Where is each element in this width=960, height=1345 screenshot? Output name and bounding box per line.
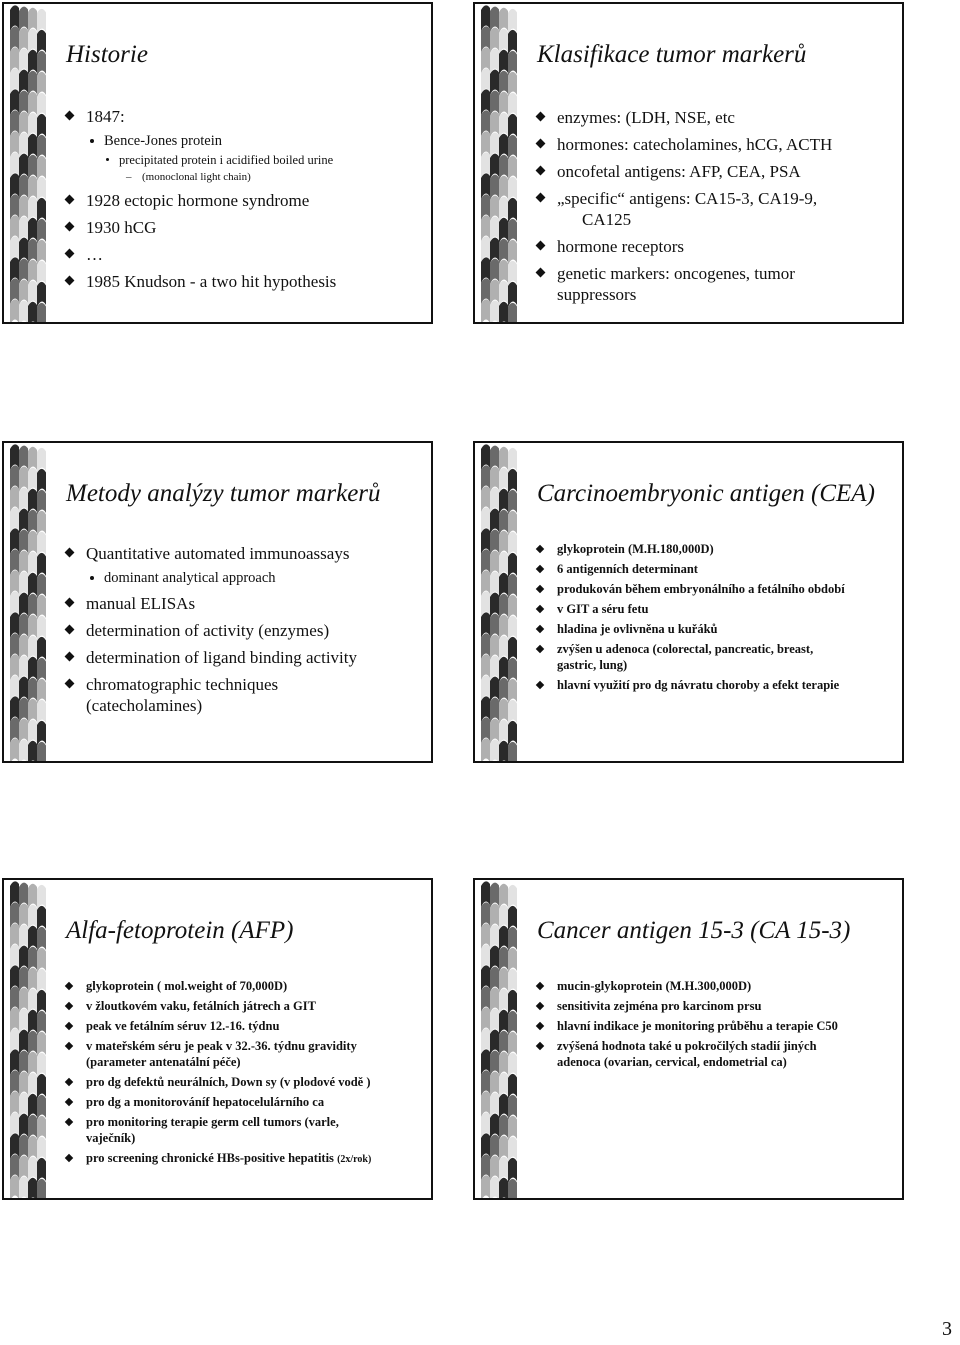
- list-item: 1847:: [66, 106, 417, 127]
- fan-segment: [490, 740, 499, 761]
- diamond-bullet-icon: [536, 1022, 544, 1030]
- diamond-bullet-icon: [536, 545, 544, 553]
- list-item: v mateřském séru je peak v 32.-36. týdnu gravidity (parameter antenatální péče): [66, 1038, 417, 1070]
- list-item: – (monoclonal light chain): [126, 171, 251, 183]
- list-item: mucin-glykoprotein (M.H.300,000D): [537, 978, 888, 994]
- fan-segment: [37, 742, 46, 761]
- slide-cea: [473, 441, 904, 763]
- fan-segment: [28, 302, 37, 322]
- fan-segment: [508, 1179, 517, 1198]
- diamond-bullet-icon: [65, 195, 75, 205]
- diamond-bullet-icon: [536, 605, 544, 613]
- list-item: precipitated protein i acidified boiled urine: [66, 152, 417, 168]
- diamond-bullet-icon: [536, 681, 544, 689]
- list-item: 1928 ectopic hormone syndrome: [66, 190, 417, 211]
- diamond-bullet-icon: [65, 222, 75, 232]
- list-item: enzymes: (LDH, NSE, etc: [537, 107, 888, 128]
- diamond-bullet-icon: [65, 1002, 73, 1010]
- diamond-bullet-icon: [536, 585, 544, 593]
- list-item: 1930 hCG: [66, 217, 417, 238]
- diamond-bullet-icon: [65, 276, 75, 286]
- dot-bullet-icon: [106, 158, 109, 161]
- diamond-bullet-icon: [536, 1042, 544, 1050]
- diamond-bullet-icon: [65, 111, 75, 121]
- list-item: hormone receptors: [537, 236, 888, 257]
- slide-title: Carcinoembryonic antigen (CEA): [537, 480, 875, 507]
- list-item: zvýšená hodnota také u pokročilých stadií jiných adenoca (ovarian, cervical, endometrial ca): [537, 1038, 888, 1070]
- diamond-bullet-icon: [65, 1154, 73, 1162]
- diamond-bullet-icon: [65, 1022, 73, 1030]
- page-number: 3: [942, 1318, 952, 1340]
- slide-metody: [2, 441, 433, 763]
- slide-historie: [2, 2, 433, 324]
- fan-segment: [37, 1179, 46, 1198]
- fan-segment: [490, 1177, 499, 1198]
- fan-segment: [10, 738, 19, 761]
- list-item: pro dg a monitorováníf hepatocelulárního ca: [66, 1094, 417, 1110]
- diamond-bullet-icon: [65, 982, 73, 990]
- list-item: determination of activity (enzymes): [66, 620, 417, 641]
- list-item: glykoprotein ( mol.weight of 70,000D): [66, 978, 417, 994]
- diamond-bullet-icon: [536, 645, 544, 653]
- list-item: 6 antigenních determinant: [537, 561, 888, 577]
- list-item: pro monitoring terapie germ cell tumors (varle, vaječník): [66, 1114, 417, 1146]
- list-item: „specific“ antigens: CA15-3, CA19-9, CA125: [537, 188, 888, 230]
- diamond-bullet-icon: [536, 166, 546, 176]
- list-item: Quantitative automated immunoassays: [66, 543, 417, 564]
- fan-segment: [19, 301, 28, 322]
- fan-segment: [10, 1175, 19, 1198]
- diamond-bullet-icon: [536, 112, 546, 122]
- list-item: hlavní indikace je monitoring průběhu a terapie C50: [537, 1018, 888, 1034]
- fan-segment: [481, 299, 490, 322]
- list-item: Bence-Jones protein: [66, 132, 417, 150]
- list-item: peak ve fetálním séruv 12.-16. týdnu: [66, 1018, 417, 1034]
- list-item: pro screening chronické HBs-positive hepatitis (2x/rok): [66, 1150, 417, 1168]
- diamond-bullet-icon: [65, 625, 75, 635]
- fan-segment: [19, 740, 28, 761]
- list-item: hormones: catecholamines, hCG, ACTH: [537, 134, 888, 155]
- diamond-bullet-icon: [536, 268, 546, 278]
- list-item: manual ELISAs: [66, 593, 417, 614]
- list-item: 1985 Knudson - a two hit hypothesis: [66, 271, 417, 292]
- fan-segment: [28, 741, 37, 761]
- list-item: pro dg defektů neurálních, Down sy (v plodové vodě ): [66, 1074, 417, 1090]
- list-item: sensitivita zejména pro karcinom prsu: [537, 998, 888, 1014]
- list-item: genetic markers: oncogenes, tumor suppressors: [537, 263, 888, 305]
- diamond-bullet-icon: [65, 679, 75, 689]
- slide-afp: [2, 878, 433, 1200]
- fan-segment: [499, 741, 508, 761]
- fan-segment: [481, 1175, 490, 1198]
- list-item: chromatographic techniques (catecholamines): [66, 674, 417, 716]
- list-item: v žloutkovém vaku, fetálních játrech a GIT: [66, 998, 417, 1014]
- slide-title: Metody analýzy tumor markerů: [66, 480, 381, 507]
- list-item: oncofetal antigens: AFP, CEA, PSA: [537, 161, 888, 182]
- diamond-bullet-icon: [65, 548, 75, 558]
- dot-bullet-icon: [90, 576, 94, 580]
- list-item: hladina je ovlivněna u kuřáků: [537, 621, 888, 637]
- diamond-bullet-icon: [536, 982, 544, 990]
- diamond-bullet-icon: [536, 193, 546, 203]
- diamond-bullet-icon: [65, 1042, 73, 1050]
- fan-segment: [508, 742, 517, 761]
- list-item: zvýšen u adenoca (colorectal, pancreatic, breast, gastric, lung): [537, 641, 888, 673]
- dot-bullet-icon: [90, 139, 94, 143]
- slide-ca153: [473, 878, 904, 1200]
- diamond-bullet-icon: [65, 1098, 73, 1106]
- diamond-bullet-icon: [536, 1002, 544, 1010]
- diamond-bullet-icon: [65, 1078, 73, 1086]
- fan-segment: [481, 738, 490, 761]
- slide-klasifikace: [473, 2, 904, 324]
- list-item: produkován během embryonálního a fetálního období: [537, 581, 888, 597]
- slide-title: Klasifikace tumor markerů: [537, 41, 807, 68]
- list-item: determination of ligand binding activity: [66, 647, 417, 668]
- fan-segment: [28, 1178, 37, 1198]
- fan-segment: [499, 1178, 508, 1198]
- fan-segment: [37, 303, 46, 322]
- diamond-bullet-icon: [536, 139, 546, 149]
- diamond-bullet-icon: [65, 652, 75, 662]
- slide-title: Historie: [66, 41, 148, 68]
- list-item: glykoprotein (M.H.180,000D): [537, 541, 888, 557]
- list-item: dominant analytical approach: [66, 569, 417, 587]
- fan-segment: [508, 303, 517, 322]
- slide-title: Alfa-fetoprotein (AFP): [66, 917, 294, 944]
- list-item: hlavní využití pro dg návratu choroby a efekt terapie: [537, 677, 888, 693]
- diamond-bullet-icon: [65, 598, 75, 608]
- diamond-bullet-icon: [536, 625, 544, 633]
- list-item: …: [66, 244, 417, 265]
- diamond-bullet-icon: [65, 249, 75, 259]
- slide-title: Cancer antigen 15-3 (CA 15-3): [537, 917, 851, 944]
- list-item: v GIT a séru fetu: [537, 601, 888, 617]
- diamond-bullet-icon: [536, 241, 546, 251]
- diamond-bullet-icon: [536, 565, 544, 573]
- fan-segment: [490, 301, 499, 322]
- fan-segment: [499, 302, 508, 322]
- diamond-bullet-icon: [65, 1118, 73, 1126]
- fan-segment: [10, 299, 19, 322]
- fan-segment: [19, 1177, 28, 1198]
